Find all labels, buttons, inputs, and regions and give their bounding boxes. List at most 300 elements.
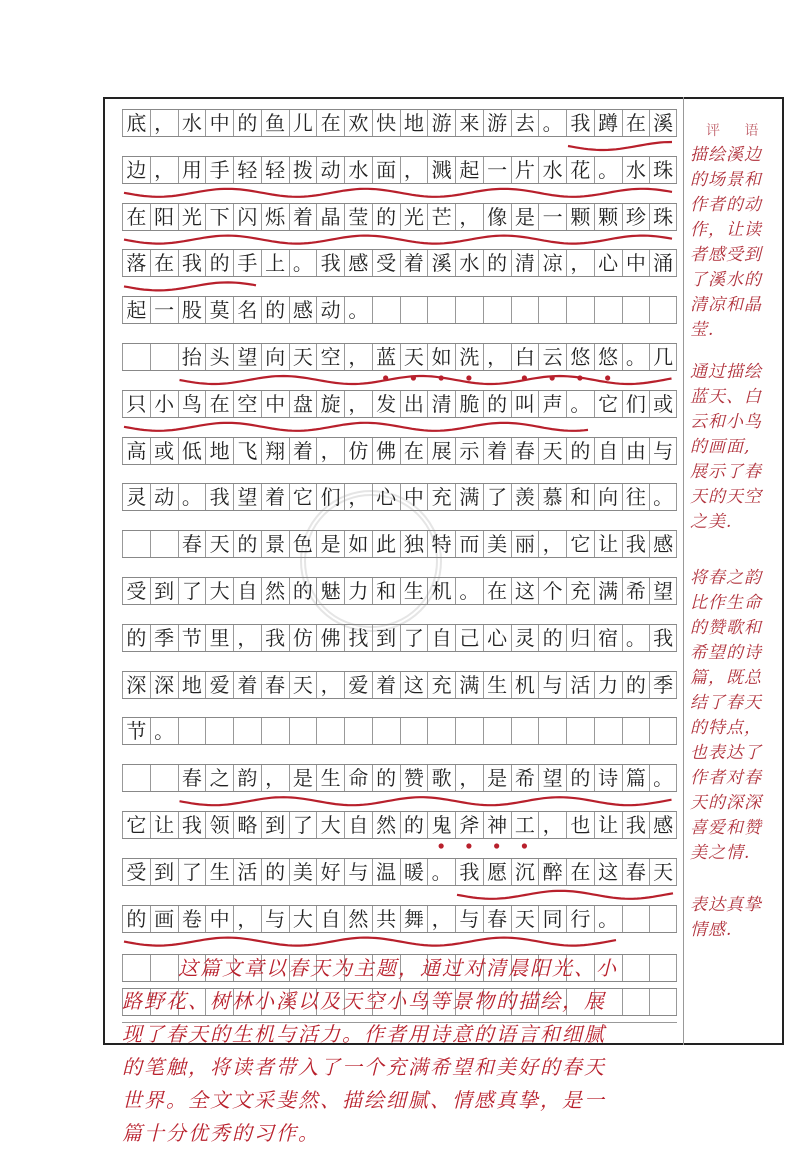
- grid-cell: 仿: [289, 625, 317, 651]
- grid-cell: 天: [649, 859, 677, 885]
- grid-cell: 的: [538, 625, 566, 651]
- grid-cell: 归: [566, 625, 594, 651]
- grid-cell: 特: [427, 531, 455, 557]
- grid-cell: 名: [233, 297, 261, 323]
- grid-cell: 头: [205, 344, 233, 370]
- essay-row: [122, 156, 677, 184]
- grid-cell: 清: [511, 250, 539, 276]
- grid-cell: 赞: [400, 765, 428, 791]
- grid-cell: 它: [289, 484, 317, 510]
- grid-cell: 己: [455, 625, 483, 651]
- grid-cell: [400, 297, 428, 323]
- grid-cell: [649, 906, 677, 932]
- grid-cell: 受: [372, 250, 400, 276]
- grid-cell: [289, 718, 317, 744]
- grid-cell: [122, 531, 150, 557]
- essay-row: [122, 343, 677, 371]
- grid-cell: 起: [122, 297, 150, 323]
- grid-cell: 轻: [233, 157, 261, 183]
- grid-cell: 深: [122, 672, 150, 698]
- margin-comment: [690, 360, 782, 535]
- grid-cell: 春: [178, 765, 206, 791]
- grid-cell: 活: [566, 672, 594, 698]
- grid-cell: ，: [455, 765, 483, 791]
- grid-cell: 领: [205, 812, 233, 838]
- grid-cell: 然: [261, 578, 289, 604]
- margin-comment-line: 作，让读: [690, 220, 762, 240]
- grid-cell: 大: [205, 578, 233, 604]
- grid-cell: 好: [316, 859, 344, 885]
- grid-cell: ，: [150, 157, 178, 183]
- grid-cell: 也: [566, 812, 594, 838]
- grid-cell: 充: [566, 578, 594, 604]
- grid-cell: [427, 297, 455, 323]
- grid-cell: 景: [261, 531, 289, 557]
- grid-cell: 宿: [594, 625, 622, 651]
- grid-cell: 在: [400, 438, 428, 464]
- grid-cell: 的: [122, 906, 150, 932]
- margin-comment-line: 的场景和: [690, 170, 762, 190]
- grid-cell: 上: [261, 250, 289, 276]
- grid-cell: 着: [289, 438, 317, 464]
- margin-comment-line: 美之情.: [690, 843, 751, 863]
- grid-cell: 底: [122, 110, 150, 136]
- grid-cell: [649, 989, 677, 1015]
- grid-cell: ，: [316, 438, 344, 464]
- grid-cell: 示: [455, 438, 483, 464]
- essay-row: [122, 624, 677, 652]
- margin-comment-line: 的画面,: [690, 437, 751, 457]
- grid-cell: ，: [538, 531, 566, 557]
- grid-cell: [372, 718, 400, 744]
- grid-cell: ，: [344, 391, 372, 417]
- grid-cell: 和: [566, 484, 594, 510]
- margin-comment-line: 通过描绘: [690, 362, 762, 382]
- grid-cell: 的: [261, 297, 289, 323]
- grid-cell: 着: [400, 250, 428, 276]
- grid-cell: ，: [427, 906, 455, 932]
- grid-cell: 春: [178, 531, 206, 557]
- grid-cell: 之: [205, 765, 233, 791]
- grid-cell: 如: [344, 531, 372, 557]
- grid-cell: 在: [122, 204, 150, 230]
- grid-cell: 这: [594, 859, 622, 885]
- grid-cell: 画: [150, 906, 178, 932]
- grid-cell: 个: [538, 578, 566, 604]
- grid-cell: 它: [566, 531, 594, 557]
- grid-cell: 水: [622, 157, 650, 183]
- grid-cell: 着: [483, 438, 511, 464]
- grid-cell: 珠: [649, 204, 677, 230]
- grid-cell: 水: [538, 157, 566, 183]
- grid-cell: 季: [649, 672, 677, 698]
- grid-cell: 望: [538, 765, 566, 791]
- margin-comment-line: 作者的动: [690, 195, 762, 215]
- grid-cell: 快: [372, 110, 400, 136]
- grid-cell: 展: [427, 438, 455, 464]
- grid-cell: 像: [483, 204, 511, 230]
- grid-cell: 动: [150, 484, 178, 510]
- grid-cell: [344, 718, 372, 744]
- grid-cell: 略: [233, 812, 261, 838]
- grid-cell: [622, 297, 650, 323]
- grid-cell: 让: [594, 812, 622, 838]
- grid-cell: 我: [178, 250, 206, 276]
- grid-cell: 手: [233, 250, 261, 276]
- grid-cell: 它: [594, 391, 622, 417]
- grid-cell: 抬: [178, 344, 206, 370]
- grid-cell: 大: [289, 906, 317, 932]
- grid-cell: 里: [205, 625, 233, 651]
- margin-comment-line: 喜爱和赞: [690, 818, 762, 838]
- grid-cell: 天: [538, 438, 566, 464]
- grid-cell: 晶: [316, 204, 344, 230]
- grid-cell: 和: [372, 578, 400, 604]
- grid-cell: [455, 718, 483, 744]
- grid-cell: [261, 718, 289, 744]
- grid-cell: 到: [372, 625, 400, 651]
- grid-cell: 醉: [538, 859, 566, 885]
- grid-cell: 动: [316, 297, 344, 323]
- grid-cell: 溪: [649, 110, 677, 136]
- grid-cell: 用: [178, 157, 206, 183]
- grid-cell: 命: [344, 765, 372, 791]
- grid-cell: 发: [372, 391, 400, 417]
- grid-cell: 天: [400, 344, 428, 370]
- grid-cell: 几: [649, 344, 677, 370]
- grid-cell: 暖: [400, 859, 428, 885]
- margin-comment: [690, 566, 782, 866]
- grid-cell: 的: [205, 250, 233, 276]
- grid-cell: 节: [178, 625, 206, 651]
- grid-cell: ，: [344, 484, 372, 510]
- grid-cell: 佛: [372, 438, 400, 464]
- grid-cell: [400, 718, 428, 744]
- grid-cell: 美: [289, 859, 317, 885]
- grid-cell: 美: [483, 531, 511, 557]
- grid-cell: 感: [344, 250, 372, 276]
- grid-cell: 中: [205, 906, 233, 932]
- grid-cell: 爱: [344, 672, 372, 698]
- grid-cell: 涌: [649, 250, 677, 276]
- grid-cell: 我: [649, 625, 677, 651]
- grid-cell: 的: [483, 391, 511, 417]
- grid-cell: ，: [566, 250, 594, 276]
- grid-cell: 动: [316, 157, 344, 183]
- grid-cell: [427, 718, 455, 744]
- grid-cell: 卷: [178, 906, 206, 932]
- grid-cell: 盘: [289, 391, 317, 417]
- grid-cell: 慕: [538, 484, 566, 510]
- grid-cell: 片: [511, 157, 539, 183]
- grid-cell: 地: [400, 110, 428, 136]
- grid-cell: 。: [622, 625, 650, 651]
- grid-cell: 。: [289, 250, 317, 276]
- grid-cell: 自: [427, 625, 455, 651]
- grid-cell: 云: [538, 344, 566, 370]
- margin-comment-line: 作者对春: [690, 768, 762, 788]
- grid-cell: 充: [427, 484, 455, 510]
- grid-cell: 我: [316, 250, 344, 276]
- comment-column-divider: [683, 97, 684, 1045]
- grid-cell: 。: [649, 765, 677, 791]
- margin-comment-line: 者感受到: [690, 245, 762, 265]
- grid-cell: [483, 718, 511, 744]
- essay-row: [122, 905, 677, 933]
- grid-cell: 自: [233, 578, 261, 604]
- grid-cell: 。: [455, 578, 483, 604]
- grid-cell: [622, 989, 650, 1015]
- summary-line: 篇十分优秀的习作。: [122, 1121, 320, 1145]
- grid-cell: 沉: [511, 859, 539, 885]
- grid-cell: 春: [622, 859, 650, 885]
- grid-cell: [622, 906, 650, 932]
- grid-cell: [205, 718, 233, 744]
- grid-cell: ，: [316, 672, 344, 698]
- grid-cell: 大: [316, 812, 344, 838]
- grid-cell: 力: [594, 672, 622, 698]
- grid-cell: 节: [122, 718, 150, 744]
- grid-cell: [594, 718, 622, 744]
- essay-row: [122, 390, 677, 418]
- grid-cell: [372, 297, 400, 323]
- grid-cell: 出: [400, 391, 428, 417]
- grid-cell: 鱼: [261, 110, 289, 136]
- grid-cell: 是: [289, 765, 317, 791]
- margin-comment-line: 希望的诗: [690, 643, 762, 663]
- grid-cell: 力: [344, 578, 372, 604]
- grid-cell: 春: [261, 672, 289, 698]
- grid-cell: 珠: [649, 157, 677, 183]
- grid-cell: 春: [511, 438, 539, 464]
- grid-cell: 在: [622, 110, 650, 136]
- grid-cell: 的: [122, 625, 150, 651]
- grid-cell: 在: [483, 578, 511, 604]
- grid-cell: 了: [483, 484, 511, 510]
- margin-comment-line: 天的深深: [690, 793, 762, 813]
- margin-comment-line: 之美.: [690, 512, 733, 532]
- grid-cell: 机: [427, 578, 455, 604]
- grid-cell: ，: [538, 812, 566, 838]
- grid-cell: 我: [178, 812, 206, 838]
- grid-cell: 到: [150, 859, 178, 885]
- grid-cell: 小: [150, 391, 178, 417]
- margin-comment-line: 篇，既总: [690, 668, 762, 688]
- grid-cell: 。: [344, 297, 372, 323]
- grid-cell: [150, 344, 178, 370]
- grid-cell: 诗: [594, 765, 622, 791]
- essay-row: [122, 764, 677, 792]
- grid-cell: ，: [455, 204, 483, 230]
- grid-cell: [649, 297, 677, 323]
- grid-cell: 声: [538, 391, 566, 417]
- grid-cell: 蓝: [372, 344, 400, 370]
- grid-cell: 神: [483, 812, 511, 838]
- grid-cell: 我: [261, 625, 289, 651]
- grid-cell: 这: [511, 578, 539, 604]
- grid-cell: 望: [233, 344, 261, 370]
- grid-cell: 悠: [566, 344, 594, 370]
- grid-cell: 舞: [400, 906, 428, 932]
- margin-comment-line: 蓝天、白: [690, 387, 762, 407]
- grid-cell: 洗: [455, 344, 483, 370]
- grid-cell: 莹: [344, 204, 372, 230]
- essay-row: [122, 483, 677, 511]
- margin-comment-line: 莹.: [690, 320, 715, 340]
- grid-cell: 希: [622, 578, 650, 604]
- grid-cell: 落: [122, 250, 150, 276]
- grid-cell: 中: [205, 110, 233, 136]
- grid-cell: 在: [316, 110, 344, 136]
- summary-line: 世界。全文文采斐然、描绘细腻、情感真挚，是一: [122, 1088, 606, 1112]
- grid-cell: 受: [122, 859, 150, 885]
- grid-cell: 地: [178, 672, 206, 698]
- grid-cell: [594, 297, 622, 323]
- summary-line: 的笔触，将读者带入了一个充满希望和美好的春天: [122, 1055, 606, 1079]
- grid-cell: ，: [233, 906, 261, 932]
- grid-cell: 满: [455, 672, 483, 698]
- essay-row: [122, 249, 677, 277]
- margin-comment: [690, 143, 782, 343]
- grid-cell: 颗: [594, 204, 622, 230]
- grid-cell: 在: [566, 859, 594, 885]
- essay-row: [122, 811, 677, 839]
- grid-cell: 白: [511, 344, 539, 370]
- grid-cell: 的: [400, 812, 428, 838]
- grid-cell: 。: [622, 344, 650, 370]
- grid-cell: [538, 718, 566, 744]
- grid-cell: 心: [594, 250, 622, 276]
- grid-cell: 阳: [150, 204, 178, 230]
- grid-cell: 温: [372, 859, 400, 885]
- grid-cell: ，: [400, 157, 428, 183]
- margin-comment-line: 结了春天: [690, 693, 762, 713]
- essay-row: [122, 671, 677, 699]
- grid-cell: ，: [344, 344, 372, 370]
- grid-cell: 水: [344, 157, 372, 183]
- grid-cell: 受: [122, 578, 150, 604]
- summary-line: 路野花、树林小溪以及天空小鸟等景物的描绘，展: [122, 989, 606, 1013]
- grid-cell: 丽: [511, 531, 539, 557]
- grid-cell: 们: [316, 484, 344, 510]
- grid-cell: 魅: [316, 578, 344, 604]
- grid-cell: 找: [344, 625, 372, 651]
- grid-cell: 与: [649, 438, 677, 464]
- grid-cell: 羡: [511, 484, 539, 510]
- grid-cell: 脆: [455, 391, 483, 417]
- grid-cell: 此: [372, 531, 400, 557]
- grid-cell: 。: [538, 110, 566, 136]
- essay-row: [122, 577, 677, 605]
- grid-cell: 然: [344, 906, 372, 932]
- grid-cell: [122, 765, 150, 791]
- grid-cell: [150, 531, 178, 557]
- grid-cell: 。: [566, 391, 594, 417]
- grid-cell: 。: [150, 718, 178, 744]
- grid-cell: 行: [566, 906, 594, 932]
- grid-cell: 与: [455, 906, 483, 932]
- grid-cell: [649, 718, 677, 744]
- grid-cell: 心: [372, 484, 400, 510]
- grid-cell: 来: [455, 110, 483, 136]
- grid-cell: 如: [427, 344, 455, 370]
- grid-cell: 灵: [122, 484, 150, 510]
- margin-comment-line: 的特点，: [690, 718, 762, 738]
- grid-cell: 同: [538, 906, 566, 932]
- grid-cell: 自: [344, 812, 372, 838]
- grid-cell: 水: [455, 250, 483, 276]
- grid-cell: 游: [483, 110, 511, 136]
- grid-cell: 天: [205, 531, 233, 557]
- essay-row: [122, 296, 677, 324]
- grid-cell: 叫: [511, 391, 539, 417]
- grid-cell: 旋: [316, 391, 344, 417]
- grid-cell: 的: [622, 672, 650, 698]
- margin-comment-line: 将春之韵: [690, 568, 762, 588]
- grid-cell: 光: [400, 204, 428, 230]
- grid-cell: 季: [150, 625, 178, 651]
- grid-cell: 是: [511, 204, 539, 230]
- grid-cell: 的: [289, 578, 317, 604]
- grid-cell: 天: [289, 344, 317, 370]
- grid-cell: 中: [261, 391, 289, 417]
- grid-cell: 高: [122, 438, 150, 464]
- margin-comment-line: 云和小鸟: [690, 412, 762, 432]
- grid-cell: 由: [622, 438, 650, 464]
- grid-cell: 游: [427, 110, 455, 136]
- margin-comment-line: 了溪水的: [690, 270, 762, 290]
- grid-cell: 这: [400, 672, 428, 698]
- grid-cell: 的: [372, 765, 400, 791]
- grid-cell: ，: [261, 765, 289, 791]
- grid-cell: 的: [233, 110, 261, 136]
- grid-cell: 生: [483, 672, 511, 698]
- grid-cell: 颗: [566, 204, 594, 230]
- essay-row: [122, 530, 677, 558]
- grid-cell: 飞: [233, 438, 261, 464]
- margin-comment-line: 展示了春: [690, 462, 762, 482]
- grid-cell: 感: [289, 297, 317, 323]
- grid-cell: 鸟: [178, 391, 206, 417]
- grid-cell: 着: [261, 484, 289, 510]
- grid-cell: 韵: [233, 765, 261, 791]
- margin-comment-line: 比作生命: [690, 593, 762, 613]
- grid-cell: 的: [233, 531, 261, 557]
- margin-comment-line: 情感.: [690, 920, 733, 940]
- grid-cell: 望: [649, 578, 677, 604]
- summary-line: 现了春天的生机与活力。作者用诗意的语言和细腻: [122, 1022, 606, 1046]
- grid-cell: 。: [594, 157, 622, 183]
- grid-cell: 。: [649, 484, 677, 510]
- grid-cell: 感: [649, 812, 677, 838]
- grid-cell: 我: [622, 531, 650, 557]
- grid-cell: [649, 955, 677, 981]
- grid-cell: 佛: [316, 625, 344, 651]
- grid-cell: 与: [344, 859, 372, 885]
- grid-cell: 光: [178, 204, 206, 230]
- grid-cell: 生: [316, 765, 344, 791]
- grid-cell: 然: [372, 812, 400, 838]
- grid-cell: 向: [261, 344, 289, 370]
- grid-cell: [511, 297, 539, 323]
- grid-cell: 了: [400, 625, 428, 651]
- margin-comment-line: 描绘溪边: [690, 145, 762, 165]
- grid-cell: 们: [622, 391, 650, 417]
- margin-comment-line: 天的天空: [690, 487, 762, 507]
- grid-cell: 的: [261, 859, 289, 885]
- grid-cell: 或: [649, 391, 677, 417]
- grid-cell: 生: [205, 859, 233, 885]
